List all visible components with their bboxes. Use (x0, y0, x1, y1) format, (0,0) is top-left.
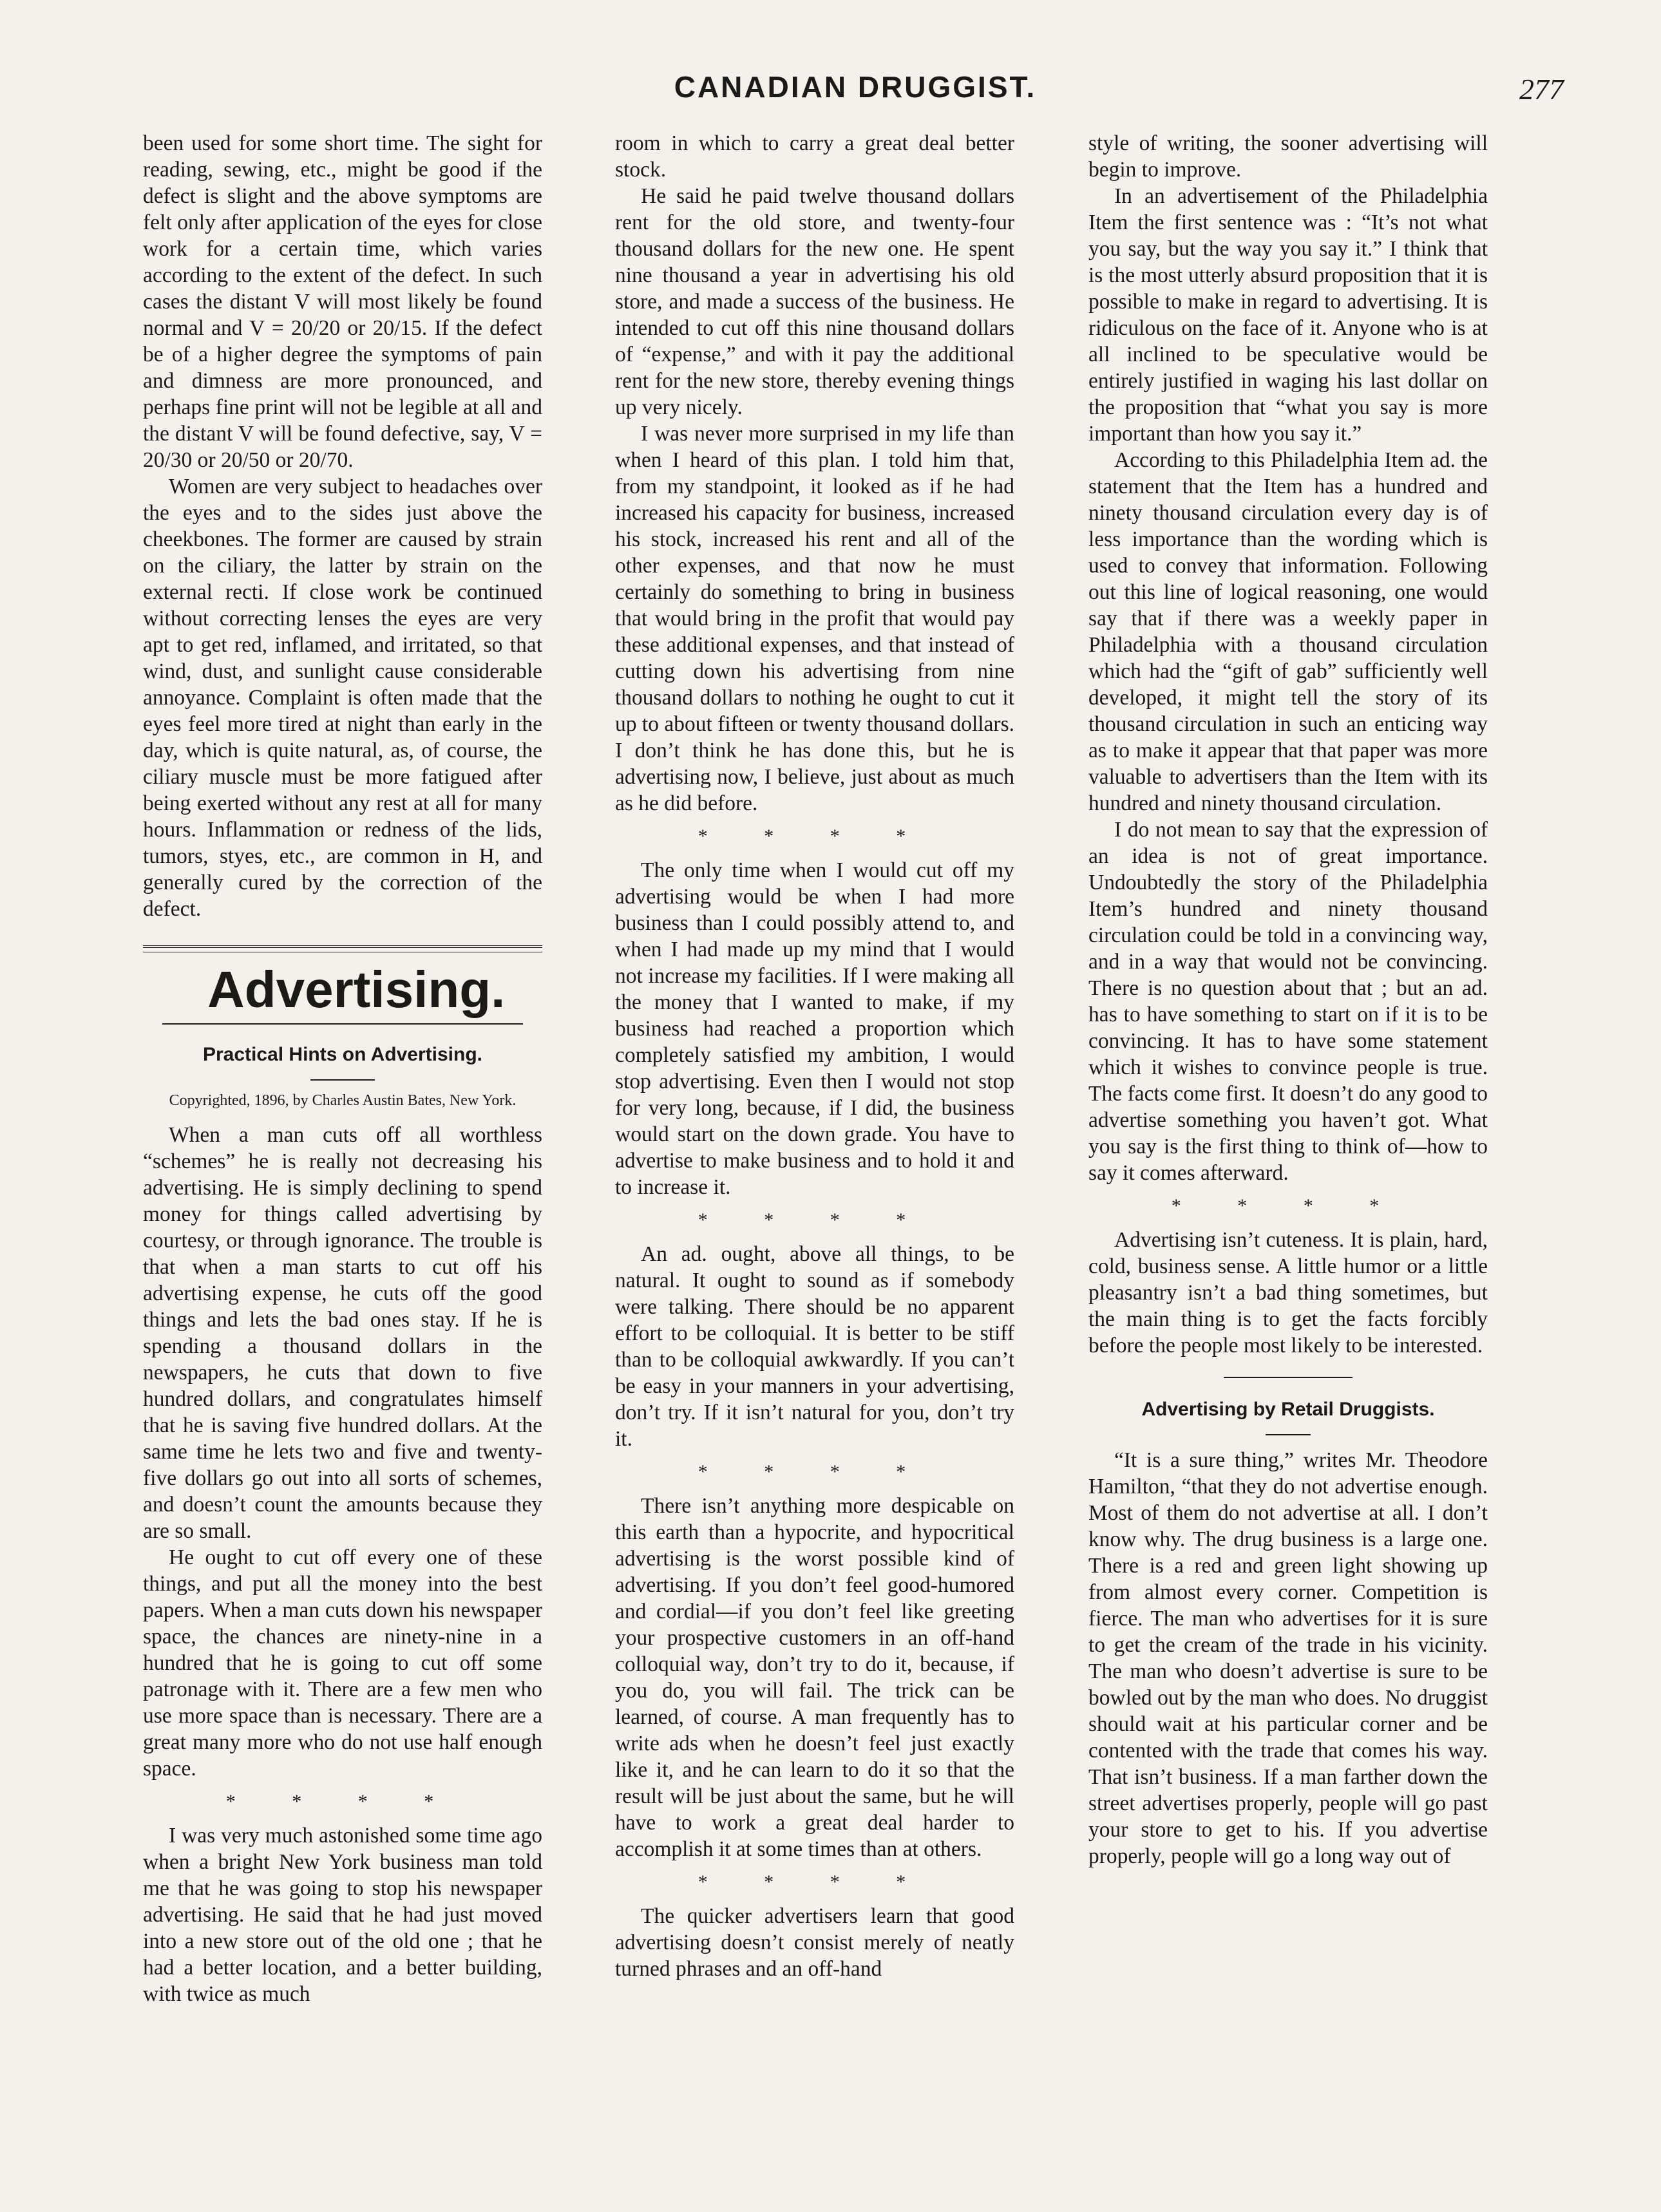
paragraph: I do not mean to say that the expression of an idea is not of great importance. Undoubtedly the story of the Philadelphia Item’s hundred and ninety thousand circulation could be told in a convincing way, and in a way that would not be convincing. There is no question about that ; but an ad. has to have something to start on if it is to be convincing. It has to have some statement which it wishes to convince people is true. The facts come first. It doesn’t do any good to advertise something you haven’t got. What you say is the first thing to think of—how to say it comes afterward. (1088, 818, 1488, 1185)
section-divider (143, 945, 542, 952)
paragraph: I was very much astonished some time ago when a bright New York business man told me that he was going to stop his newspaper advertising. He said that he had just moved into a new store out of the old one ; that he had a better location, and a better building, with twice as much (143, 1824, 542, 2006)
section-break-stars: * * * * (698, 1871, 932, 1893)
paragraph: Advertising isn’t cuteness. It is plain, hard, cold, business sense. A little humor or a little pleasantry isn’t a bad thing sometimes, but the main thing is to get the facts forcibly before the people most likely to be interested. (1088, 1228, 1488, 1357)
paragraph: In an advertisement of the Philadelphia Item the first sentence was : “It’s not what you say, but the way you say it.” I think that is the most utterly absurd proposition that it is possible to make in regard to advertising. It is ridiculous on the face of it. Anyone who is at all inclined to be speculative would be entirely justified in waging his last dollar on the proposition that “what you say is more important than how you say it.” (1088, 184, 1488, 446)
paragraph: An ad. ought, above all things, to be natural. It ought to sound as if somebody were talking. There should be no apparent effort to be colloquial. It is better to be stiff than to be colloquial awkwardly. If you can’t be easy in your manners in your advertising, don’t try. If it isn’t natural for you, don’t try it. (615, 1242, 1014, 1451)
column-2 (615, 130, 1014, 1982)
section-break-stars: * * * * (698, 826, 932, 847)
article-title: Advertising by Retail Druggists. (1141, 1399, 1435, 1420)
copyright-line: Copyrighted, 1896, by Charles Austin Bates, New York. (169, 1092, 517, 1109)
running-head (147, 70, 1564, 116)
section-title: Advertising. (207, 961, 506, 1018)
section-break-stars: * * * * (698, 1461, 932, 1482)
paragraph: The quicker advertisers learn that good advertising doesn’t consist merely of neatly turned phrases and an off-hand (615, 1904, 1014, 1981)
paragraph: “It is a sure thing,” writes Mr. Theodore Hamilton, “that they do not advertise enough. Most of them do not advertise at all. I don’t know why. The drug business is a large one. There is a red and green light showing up from almost every corner. Competition is fierce. The man who advertises for it is sure to get the cream of the trade in his vicinity. The man who doesn’t advertise is sure to be bowled out by the man who does. No druggist should wait at his particular corner and be contented with the trade that comes his way. That isn’t business. If a man farther down the street advertises properly, people will go past your store to get to his. If you advertise properly, people will go a long way out of (1088, 1448, 1488, 1868)
paragraph: He ought to cut off every one of these things, and put all the money into the best papers. When a man cuts down his newspaper space, the chances are ninety-nine in a hundred that he is going to cut off some patronage with it. There are a few men who use more space than is necessary. There are a great many more who do not use half enough space. (143, 1546, 542, 1781)
paragraph: Women are very subject to headaches over the eyes and to the sides just above the cheekbones. The former are caused by strain on the ciliary, the latter by strain on the external recti. If close work be continued without correcting lenses the eyes are very apt to get red, inflamed, and irritated, so that wind, dust, and sunlight cause considerable annoyance. Complaint is often made that the eyes feel more tired at night than early in the day, which is quite natural, as, of course, the ciliary muscle must be more fatigued after being exerted without any rest at all for many hours. Inflammation or redness of the lids, tumors, styes, etc., are common in H, and generally cured by the correction of the defect. (143, 475, 542, 921)
journal-title: CANADIAN DRUGGIST. (674, 70, 1037, 104)
paragraph: He said he paid twelve thousand dollars rent for the old store, and twenty-four thousand dollars for the new one. He spent nine thousand a year in advertising his old store, and made a success of the business. He intended to cut off this nine thousand dollars of “expense,” and with it pay the additional rent for the new store, thereby evening things up very nicely. (615, 184, 1014, 419)
title-rule (310, 1079, 375, 1081)
section-title-rule (162, 1023, 523, 1025)
article-end-rule (1224, 1377, 1353, 1378)
section-break-stars: * * * * (1171, 1195, 1405, 1216)
column-3 (1088, 130, 1488, 1869)
paragraph: The only time when I would cut off my advertising would be when I had more business than I could possibly attend to, and when I had made up my mind that I would not increase my facilities. If I were making all the money that I wanted to make, if my business had reached a proportion which completely satisfied my ambition, I would stop advertising. Even then I would not stop for very long, because, if I did, the business would start on the down grade. You have to advertise to make business and to hold it and to increase it. (615, 858, 1014, 1199)
page-number: 277 (1519, 73, 1564, 106)
paragraph: There isn’t anything more despicable on this earth than a hypocrite, and hypocritical advertising is the worst possible kind of advertising. If you don’t feel good-humored and cordial—if you don’t feel like greeting your prospective customers in an off-hand colloquial way, don’t try to do it, because, if you do, you will fail. The trick can be learned, of course. A man frequently has to write ads when he doesn’t feel just exactly like it, and he can learn to do it so that the result will be just about the same, but he will have to work a great deal harder to accomplish it at some times than at others. (615, 1494, 1014, 1861)
article-title: Practical Hints on Advertising. (203, 1044, 482, 1065)
paragraph: room in which to carry a great deal better stock. (615, 131, 1014, 182)
column-1 (143, 130, 542, 2007)
paragraph: When a man cuts off all worthless “schemes” he is really not decreasing his advertising. He is simply declining to spend money for things called advertising by courtesy, or through ignorance. The trouble is that when a man starts to cut off his advertising expense, he cuts off the good things and lets the bad ones stay. If he is spending a thousand dollars in the newspapers, he cuts that down to five hundred dollars, and congratulates himself that he is saving five hundred dollars. At the same time he lets two and five and twenty-five dollars go out into all sorts of schemes, and doesn’t count the amounts because they are so small. (143, 1123, 542, 1543)
paragraph: style of writing, the sooner advertising will begin to improve. (1088, 131, 1488, 182)
section-break-stars: * * * * (698, 1209, 932, 1231)
section-break-stars: * * * * (225, 1791, 460, 1812)
paragraph: been used for some short time. The sight for reading, sewing, etc., might be good if the defect is slight and the above symptoms are felt only after application of the eyes for close work for a certain time, which varies according to the extent of the defect. In such cases the distant V will most likely be found normal and V = 20/20 or 20/15. If the defect be of a higher degree the symptoms of pain and dimness are more pronounced, and perhaps fine print will not be legible at all and the distant V will be found defective, say, V = 20/30 or 20/50 or 20/70. (143, 131, 542, 472)
paragraph: According to this Philadelphia Item ad. the statement that the Item has a hundred and ninety thousand circulation every day is of less importance than the wording which is used to convey that information. Following out this line of logical reasoning, one would say that if there was a weekly paper in Philadelphia with a thousand circulation which had the “gift of gab” sufficiently well developed, it might tell the story of its thousand circulation in such an enticing way as to make it appear that that paper was more valuable to advertisers than the Item with its hundred and ninety thousand circulation. (1088, 448, 1488, 815)
paragraph: I was never more surprised in my life than when I heard of this plan. I told him that, from my standpoint, it looked as if he had increased his capacity for business, increased his stock, increased his rent and all of the other expenses, and that now he must certainly do something to bring in business that would bring in the profit that would pay these additional expenses, and that instead of cutting down his advertising from nine thousand dollars to nothing he ought to cut it up to about fifteen or twenty thousand dollars. I don’t think he has done this, but he is advertising now, I believe, just about as much as he did before. (615, 422, 1014, 815)
title-rule (1266, 1434, 1311, 1435)
